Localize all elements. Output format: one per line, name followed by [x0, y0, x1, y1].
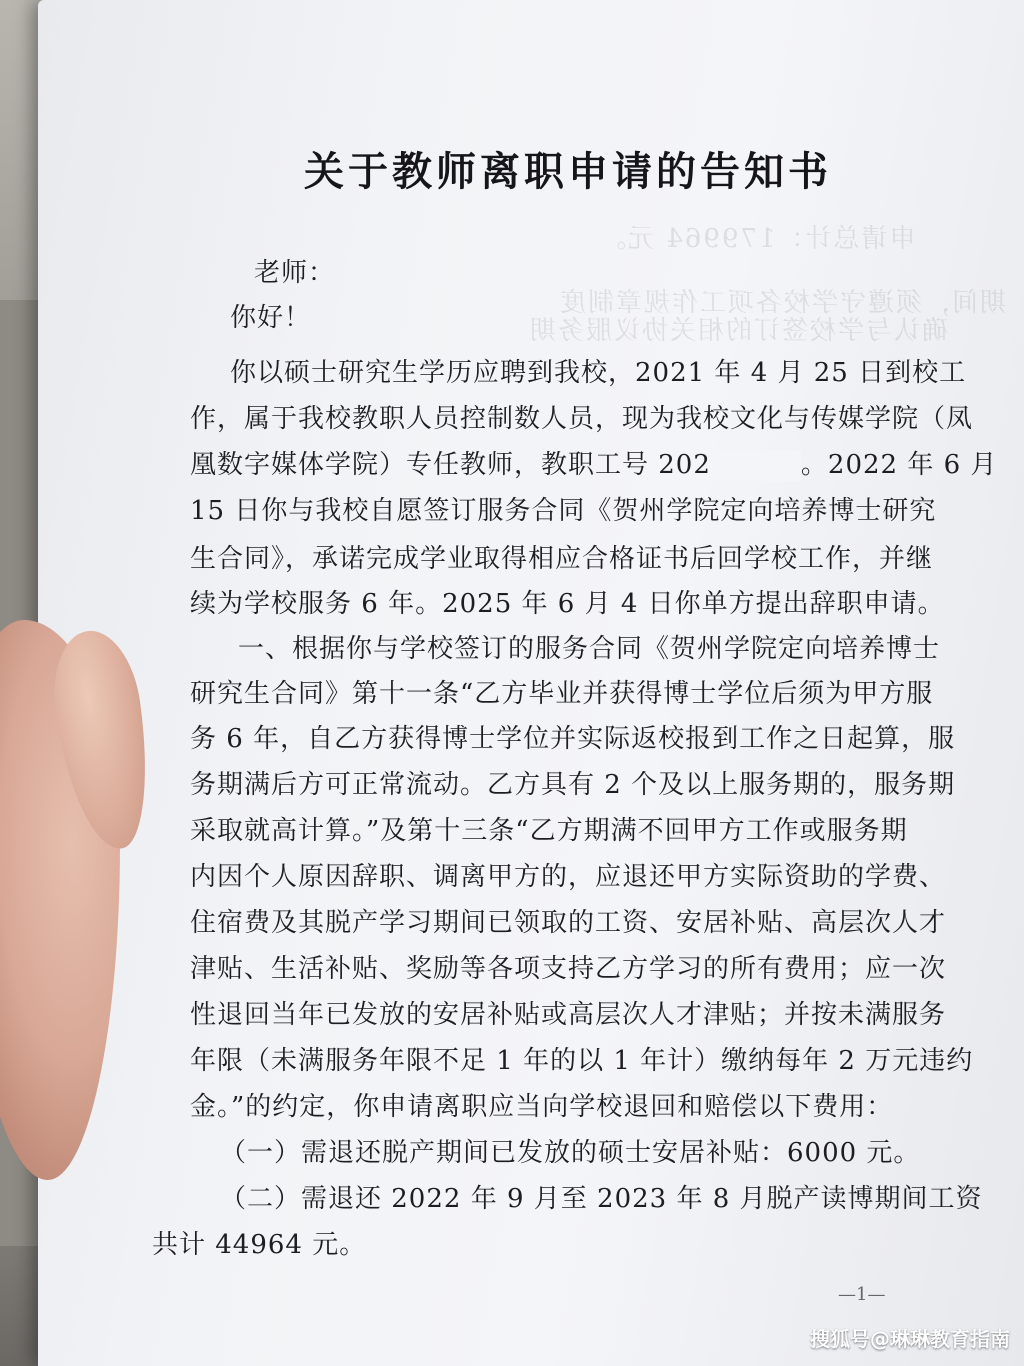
watermark: 搜狐号@琳琳教育指南 [810, 1327, 1010, 1351]
redacted-block [711, 451, 801, 481]
paragraph-line: 内因个人原因辞职、调离甲方的，应退还甲方实际资助的学费、 [190, 862, 947, 892]
employee-id-prefix: 凰数字媒体学院）专任教师，教职工号 202 [190, 450, 711, 480]
paragraph-line: 你以硕士研究生学历应聘到我校，2021 年 4 月 25 日到校工 [230, 358, 967, 388]
document-paper [38, 0, 1024, 1366]
paragraph-line-tail: 。2022 年 6 月 [800, 450, 998, 480]
paragraph-line [190, 444, 997, 481]
paragraph-line: 津贴、生活补贴、奖励等各项支持乙方学习的所有费用；应一次 [190, 954, 947, 984]
bleed-through-text: 确认与学校签订的相关协议服务期 [528, 316, 949, 346]
paragraph-line: 研究生合同》第十一条“乙方毕业并获得博士学位后须为甲方服 [190, 679, 934, 709]
paragraph-line: 15 日你与我校自愿签订服务合同《贺州学院定向培养博士研究 [190, 496, 937, 526]
fee-item-2-continued: 共计 44964 元。 [152, 1230, 367, 1260]
paragraph-line: 务期满后方可正常流动。乙方具有 2 个及以上服务期的，服务期 [190, 770, 956, 800]
fee-item-2: （二）需退还 2022 年 9 月至 2023 年 8 月脱产读博期间工资 [220, 1184, 983, 1214]
bleed-through-text: 申请总计：179964 元。 [598, 224, 916, 254]
page-number: —1— [838, 1284, 886, 1305]
paragraph-line: 金。”的约定，你申请离职应当向学校退回和赔偿以下费用： [190, 1092, 894, 1122]
bleed-through-text: 期间，须遵守学校各项工作规章制度 [558, 288, 1007, 318]
paragraph-line: 年限（未满服务年限不足 1 年的以 1 年计）缴纳每年 2 万元违约 [190, 1046, 974, 1076]
greeting: 你好！ [230, 303, 312, 333]
paragraph-line: 一、根据你与学校签订的服务合同《贺州学院定向培养博士 [238, 634, 941, 664]
paragraph-line: 作，属于我校教职人员控制数人员，现为我校文化与传媒学院（凤 [190, 404, 974, 434]
paragraph-line: 生合同》，承诺完成学业取得相应合格证书后回学校工作，并继 [190, 544, 934, 574]
paragraph-line: 住宿费及其脱产学习期间已领取的工资、安居补贴、高层次人才 [190, 908, 947, 938]
paragraph-line: 性退回当年已发放的安居补贴或高层次人才津贴；并按未满服务 [190, 1000, 947, 1030]
document-title: 关于教师离职申请的告知书 [304, 148, 832, 195]
fee-item-1: （一）需退还脱产期间已发放的硕士安居补贴：6000 元。 [220, 1138, 921, 1168]
paragraph-line: 务 6 年，自乙方获得博士学位并实际返校报到工作之日起算，服 [190, 724, 956, 754]
paragraph-line: 采取就高计算。”及第十三条“乙方期满不回甲方工作或服务期 [190, 816, 908, 846]
paragraph-line: 续为学校服务 6 年。2025 年 6 月 4 日你单方提出辞职申请。 [190, 589, 945, 619]
salutation: 老师： [254, 258, 336, 288]
